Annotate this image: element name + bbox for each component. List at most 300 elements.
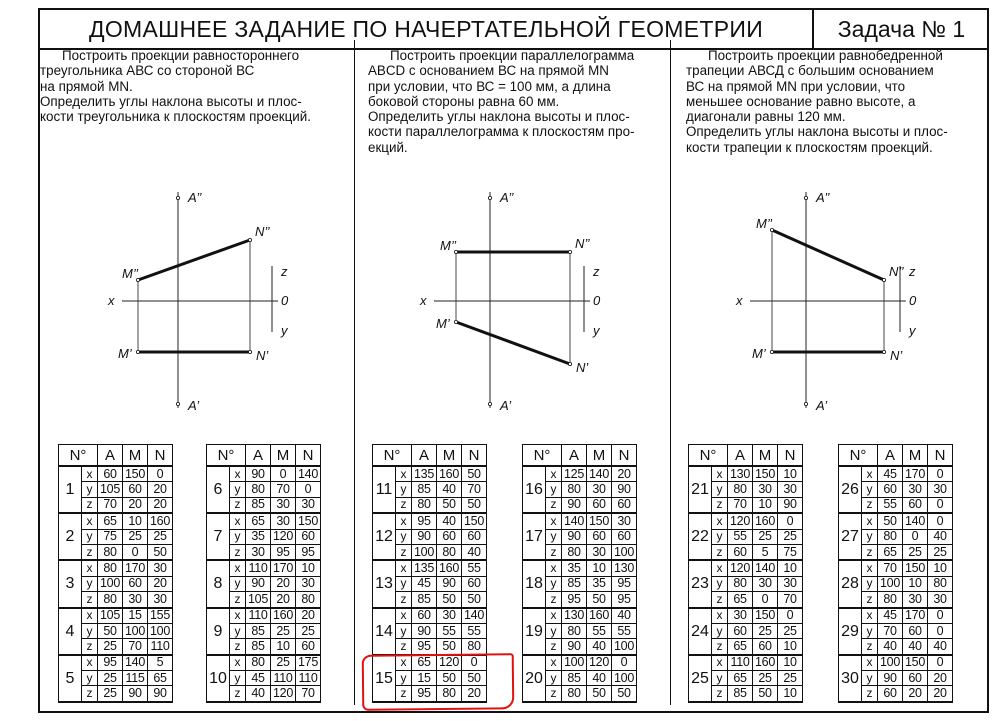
axis-label-cell: y [396,482,412,497]
coordinate-value-cell: 80 [437,686,462,702]
axis-label-cell: z [712,592,728,608]
table-header-cell: N° [523,445,562,467]
coordinate-value-cell: 160 [271,608,296,624]
table-row [523,560,637,576]
coordinate-value-cell: 65 [878,544,903,560]
axis-label-cell: x [862,513,878,529]
axis-label-cell: x [546,466,562,482]
coordinate-value-cell: 170 [271,560,296,576]
label-a2: A’’ [816,190,830,205]
coordinate-value-cell: 95 [562,592,587,608]
coordinate-value-cell: 30 [148,560,173,576]
coordinate-value-cell: 50 [462,497,487,513]
axis-label-cell: x [396,513,412,529]
variant-15-highlight-mark [362,653,515,711]
coordinate-value-cell: 80 [98,544,123,560]
coordinate-value-cell: 105 [246,592,271,608]
task-3-lines_question-line: Определить углы наклона высоты и плос- [686,124,948,140]
coordinate-value-cell: 100 [878,576,903,591]
coordinate-value-cell: 55 [437,623,462,638]
coordinate-value-cell: 120 [587,655,612,671]
coordinate-value-cell: 30 [928,482,953,497]
table-row [207,608,321,624]
coordinate-value-cell: 40 [612,608,637,624]
coordinate-value-cell: 50 [878,513,903,529]
coordinate-value-cell: 80 [878,529,903,544]
label-m2: M’’ [122,266,139,281]
variant-number: 30 [839,655,862,702]
label-a1: A’ [188,398,200,413]
axis-label-cell: y [230,576,246,591]
axis-label-cell: z [862,639,878,655]
axis-label-cell: x [82,560,98,576]
axis-label-cell: y [712,576,728,591]
coordinate-value-cell: 60 [728,544,753,560]
coordinate-value-cell: 110 [246,608,271,624]
table-row [373,513,487,529]
axis-label-cell: y [82,482,98,497]
coordinate-value-cell: 10 [271,639,296,655]
table-row [207,655,321,671]
coordinate-value-cell: 45 [878,466,903,482]
axis-label-cell: x [546,513,562,529]
coordinate-value-cell: 10 [753,497,778,513]
coordinate-value-cell: 25 [928,544,953,560]
table-row [523,466,637,482]
task-2-lines_statement-line: Построить проекции параллелограмма [390,48,635,63]
coordinate-value-cell: 40 [903,639,928,655]
table-row [373,466,487,482]
table-row [373,608,487,624]
variant-number: 9 [207,608,230,655]
label-n1: N’ [576,360,589,375]
variants-table [838,444,953,703]
task-3-lines_statement-line: меньшее основание равно высоте, а [686,93,916,109]
coordinate-value-cell: 60 [903,623,928,638]
coordinate-value-cell: 60 [728,623,753,638]
task-1-lines_statement-line: треугольника АВС со стороной ВС [40,63,255,79]
table-header-cell: M [123,445,148,467]
coordinate-value-cell: 90 [562,497,587,513]
axis-label-cell: z [396,497,412,513]
coordinate-value-cell: 0 [148,466,173,482]
coordinate-value-cell: 60 [412,608,437,624]
axis-label-cell: z [712,497,728,513]
axis-label-cell: x [546,608,562,624]
variant-number: 4 [59,608,82,655]
variant-number: 5 [59,655,82,702]
coordinate-value-cell: 0 [778,513,803,529]
coordinate-value-cell: 70 [462,482,487,497]
task-number: Задача № 1 [812,10,989,48]
point-n2 [882,278,885,281]
label-a2: A’’ [188,190,202,205]
variant-number: 22 [689,513,712,560]
label-z-axis: z [909,264,916,279]
coordinate-value-cell: 35 [587,576,612,591]
variants-table [206,444,321,703]
coordinate-value-cell: 70 [296,686,321,702]
variant-number: 10 [207,655,230,702]
coordinate-value-cell: 10 [778,655,803,671]
coordinate-value-cell: 50 [437,497,462,513]
coordinate-value-cell: 90 [612,482,637,497]
variant-number: 18 [523,560,546,607]
label-origin: 0 [281,293,289,308]
variants-table [58,444,173,703]
variant-number: 11 [373,466,396,513]
label-z-axis: z [281,264,288,279]
coordinate-value-cell: 150 [903,560,928,576]
coordinate-value-cell: 40 [878,639,903,655]
coordinate-value-cell: 25 [271,655,296,671]
axis-label-cell: x [862,608,878,624]
coordinate-value-cell: 50 [612,686,637,702]
axis-label-cell: x [82,608,98,624]
axis-label-cell: y [712,671,728,686]
axis-label-cell: y [862,623,878,638]
coordinate-value-cell: 150 [753,608,778,624]
label-x-axis: x [736,293,743,308]
coordinate-value-cell: 100 [612,671,637,686]
axis-label-cell: z [396,639,412,655]
label-m1: M’ [752,346,766,361]
axis-label-cell: x [862,466,878,482]
coordinate-value-cell: 85 [246,497,271,513]
coordinate-value-cell: 15 [123,608,148,624]
axis-label-cell: x [712,466,728,482]
coordinate-value-cell: 150 [753,466,778,482]
coordinate-value-cell: 25 [753,671,778,686]
task-3-projection-diagram [728,180,938,420]
coordinate-value-cell: 75 [98,529,123,544]
task-2-lines_question-line: Определить углы наклона высоты и плос- [368,109,630,125]
axis-label-cell: y [230,482,246,497]
axis-label-cell: x [862,560,878,576]
coordinate-value-cell: 25 [753,623,778,638]
coordinate-value-cell: 135 [412,466,437,482]
coordinate-value-cell: 65 [728,671,753,686]
coordinate-value-cell: 100 [123,623,148,638]
coordinate-value-cell: 50 [462,671,487,686]
variants-table [688,444,803,703]
label-n2: N’’ [575,236,590,251]
coordinate-value-cell: 170 [903,466,928,482]
point-m1 [454,320,457,323]
coordinate-value-cell: 60 [296,529,321,544]
coordinate-value-cell: 0 [928,466,953,482]
coordinate-value-cell: 45 [878,608,903,624]
table-header-cell: N [462,445,487,467]
coordinate-value-cell: 60 [123,482,148,497]
coordinate-value-cell: 30 [778,576,803,591]
axis-label-cell: y [712,482,728,497]
coordinate-value-cell: 90 [246,466,271,482]
axis-label-cell: y [82,529,98,544]
coordinate-value-cell: 20 [148,482,173,497]
table-header-cell: A [246,445,271,467]
coordinate-value-cell: 0 [271,466,296,482]
axis-label-cell: y [712,623,728,638]
line-mn-horizontal [456,322,570,364]
coordinate-value-cell: 60 [437,529,462,544]
coordinate-value-cell: 170 [903,608,928,624]
coordinate-value-cell: 40 [462,544,487,560]
axis-label-cell: z [862,686,878,702]
table-row [689,466,803,482]
coordinate-value-cell: 65 [98,513,123,529]
coordinate-value-cell: 40 [928,529,953,544]
coordinate-value-cell: 135 [412,560,437,576]
coordinate-value-cell: 50 [437,639,462,655]
coordinate-value-cell: 25 [98,686,123,702]
coordinate-value-cell: 80 [562,544,587,560]
coordinate-value-cell: 80 [562,623,587,638]
coordinate-value-cell: 90 [778,497,803,513]
task-1-lines_statement-line: Построить проекции равностороннего [62,48,300,63]
axis-label-cell: z [230,639,246,655]
coordinate-value-cell: 0 [928,623,953,638]
axis-label-cell: z [396,686,412,702]
axis-label-cell: x [712,560,728,576]
line-mn-frontal [138,240,250,280]
coordinate-value-cell: 60 [296,639,321,655]
coordinate-value-cell: 25 [903,544,928,560]
coordinate-value-cell: 160 [148,513,173,529]
coordinate-value-cell: 55 [612,623,637,638]
table-header-cell: N [296,445,321,467]
coordinate-value-cell: 30 [928,592,953,608]
coordinate-value-cell: 75 [778,544,803,560]
coordinate-value-cell: 10 [778,639,803,655]
axis-label-cell: z [230,497,246,513]
table-header-cell: N [928,445,953,467]
axis-label-cell: y [862,529,878,544]
coordinate-value-cell: 95 [271,544,296,560]
coordinate-value-cell: 60 [98,466,123,482]
coordinate-value-cell: 25 [98,639,123,655]
coordinate-value-cell: 150 [462,513,487,529]
coordinate-value-cell: 50 [587,592,612,608]
variant-number: 26 [839,466,862,513]
axis-label-cell: y [230,623,246,638]
coordinate-value-cell: 0 [928,655,953,671]
coordinate-value-cell: 30 [246,544,271,560]
coordinate-value-cell: 80 [246,655,271,671]
axis-label-cell: y [82,623,98,638]
coordinate-value-cell: 60 [878,686,903,702]
coordinate-value-cell: 150 [296,513,321,529]
task-2-lines_question-line: екций. [368,139,408,155]
axis-label-cell: z [712,544,728,560]
table-row [839,560,953,576]
coordinate-value-cell: 30 [612,513,637,529]
variant-number: 19 [523,608,546,655]
coordinate-value-cell: 55 [462,560,487,576]
coordinate-value-cell: 110 [728,655,753,671]
table-row [207,513,321,529]
coordinate-value-cell: 20 [148,576,173,591]
coordinate-value-cell: 20 [903,686,928,702]
coordinate-value-cell: 125 [562,466,587,482]
coordinate-value-cell: 40 [587,639,612,655]
coordinate-value-cell: 140 [296,466,321,482]
task-2-projection-diagram [412,180,622,420]
coordinate-value-cell: 15 [412,671,437,686]
task-3-lines_statement-line: ВС на прямой MN при условии, что [686,78,906,94]
coordinate-value-cell: 80 [296,592,321,608]
coordinate-value-cell: 95 [98,655,123,671]
coordinate-value-cell: 80 [412,497,437,513]
variant-number: 2 [59,513,82,560]
point-a2 [804,196,807,199]
coordinate-value-cell: 30 [753,482,778,497]
coordinate-value-cell: 55 [587,623,612,638]
coordinate-value-cell: 30 [271,497,296,513]
variants-table [522,444,637,703]
label-n2: N’’ [255,224,270,239]
coordinate-value-cell: 120 [271,529,296,544]
coordinate-value-cell: 25 [778,529,803,544]
axis-label-cell: y [546,482,562,497]
task-3-lines_statement-line: трапеции АВСД с большим основанием [686,63,934,79]
table-header-cell: N° [689,445,728,467]
point-n2 [248,238,251,241]
task-2-lines_statement-line: боковой стороны равна 60 мм. [368,93,560,109]
variant-number: 14 [373,608,396,655]
coordinate-value-cell: 95 [412,513,437,529]
axis-label-cell: x [396,608,412,624]
task-2-lines_question-line: кости параллелограмма к плоскостям про- [368,124,635,140]
coordinate-value-cell: 0 [903,529,928,544]
coordinate-value-cell: 175 [296,655,321,671]
coordinate-value-cell: 80 [728,576,753,591]
coordinate-value-cell: 150 [587,513,612,529]
variant-number: 28 [839,560,862,607]
variant-number: 27 [839,513,862,560]
coordinate-value-cell: 10 [928,560,953,576]
table-header-cell: N° [207,445,246,467]
coordinate-value-cell: 60 [878,482,903,497]
coordinate-value-cell: 30 [271,513,296,529]
axis-label-cell: z [546,592,562,608]
label-n1: N’ [256,348,269,363]
label-x-axis: x [108,293,115,308]
table-row [689,608,803,624]
coordinate-value-cell: 55 [878,497,903,513]
coordinate-value-cell: 5 [148,655,173,671]
point-a2 [176,196,179,199]
coordinate-value-cell: 20 [296,608,321,624]
coordinate-value-cell: 140 [753,560,778,576]
coordinate-value-cell: 25 [123,529,148,544]
variant-number: 8 [207,560,230,607]
table-header-cell: M [903,445,928,467]
table-row [689,513,803,529]
coordinate-value-cell: 65 [728,639,753,655]
variant-number: 6 [207,466,230,513]
point-a1 [804,402,807,405]
point-n1 [882,350,885,353]
coordinate-value-cell: 70 [778,592,803,608]
axis-label-cell: z [82,592,98,608]
coordinate-value-cell: 65 [412,655,437,671]
coordinate-value-cell: 105 [98,482,123,497]
variant-number: 3 [59,560,82,607]
coordinate-value-cell: 160 [753,513,778,529]
coordinate-value-cell: 100 [612,639,637,655]
coordinate-value-cell: 25 [271,623,296,638]
variant-number: 13 [373,560,396,607]
coordinate-value-cell: 80 [98,560,123,576]
variant-number: 23 [689,560,712,607]
axis-label-cell: x [712,608,728,624]
axis-label-cell: y [862,671,878,686]
table-header-cell: A [412,445,437,467]
coordinate-value-cell: 50 [148,544,173,560]
axis-label-cell: y [546,576,562,591]
label-m1: M’ [118,346,132,361]
axis-label-cell: x [396,655,412,671]
axis-label-cell: y [712,529,728,544]
label-a2: A’’ [500,190,514,205]
coordinate-value-cell: 25 [98,671,123,686]
sheet-header [40,10,987,50]
axis-label-cell: y [82,576,98,591]
variant-number: 12 [373,513,396,560]
coordinate-value-cell: 170 [123,560,148,576]
coordinate-value-cell: 10 [778,560,803,576]
table-row [373,560,487,576]
coordinate-value-cell: 100 [562,655,587,671]
table-header-cell: M [587,445,612,467]
point-m1 [136,350,139,353]
coordinate-value-cell: 10 [296,560,321,576]
coordinate-value-cell: 85 [412,592,437,608]
table-header-cell: A [98,445,123,467]
coordinate-value-cell: 40 [437,482,462,497]
table-row [207,466,321,482]
axis-label-cell: x [712,513,728,529]
point-a2 [488,196,491,199]
coordinate-value-cell: 0 [928,608,953,624]
coordinate-value-cell: 30 [778,482,803,497]
axis-label-cell: y [82,671,98,686]
task-1-lines_question-line: Определить углы наклона высоты и плос- [40,93,302,109]
axis-label-cell: y [230,529,246,544]
label-y-axis: y [593,323,600,338]
variant-number: 25 [689,655,712,702]
coordinate-value-cell: 100 [878,655,903,671]
coordinate-value-cell: 70 [728,497,753,513]
coordinate-value-cell: 20 [928,686,953,702]
coordinate-value-cell: 85 [728,686,753,702]
coordinate-value-cell: 120 [728,513,753,529]
coordinate-value-cell: 60 [587,529,612,544]
coordinate-value-cell: 120 [437,655,462,671]
table-row [59,513,173,529]
coordinate-value-cell: 80 [928,576,953,591]
table-row [689,560,803,576]
axis-label-cell: z [712,686,728,702]
axis-label-cell: y [862,576,878,591]
coordinate-value-cell: 25 [778,623,803,638]
coordinate-value-cell: 90 [437,576,462,591]
table-row [839,466,953,482]
coordinate-value-cell: 0 [296,482,321,497]
coordinate-value-cell: 85 [562,576,587,591]
coordinate-value-cell: 20 [462,686,487,702]
